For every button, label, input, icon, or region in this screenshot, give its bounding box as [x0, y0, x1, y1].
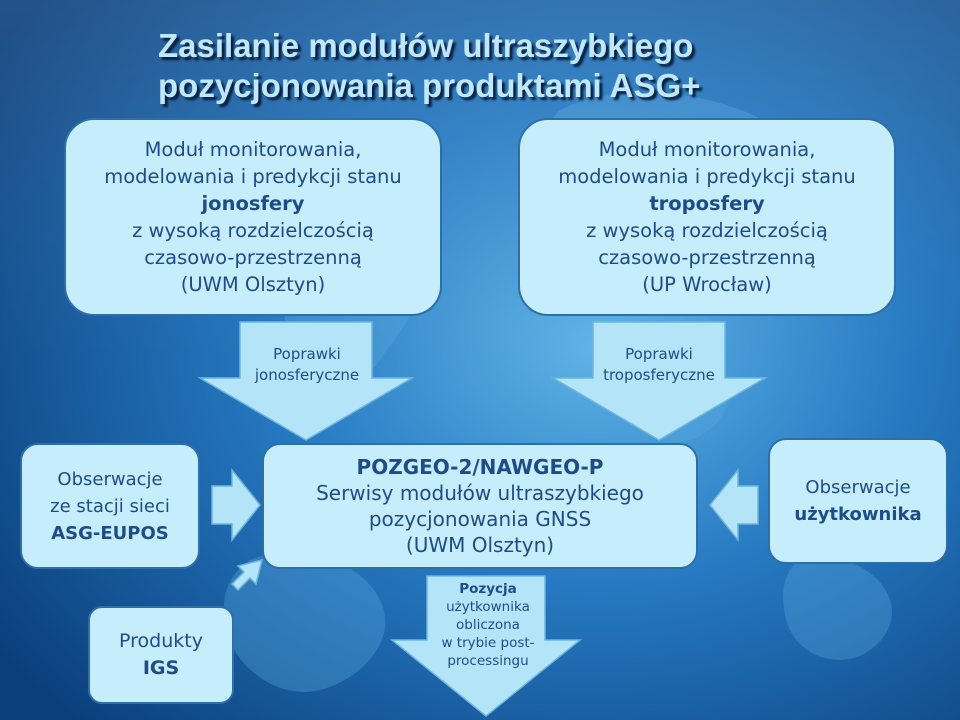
- user-observations-line-2: [794, 501, 921, 528]
- troposphere-module-line-1: Moduł monitorowania,: [598, 138, 816, 161]
- troposphere-corrections-line-2: troposferyczne: [603, 366, 715, 384]
- user-observations-line-1: Obserwacje: [805, 477, 911, 498]
- ionosphere-corrections-line-2: jonosferyczne: [254, 366, 360, 384]
- asg-eupos-keyword: ASG-EUPOS: [51, 522, 169, 544]
- troposphere-module-line-4: z wysoką rozdzielczością: [586, 219, 828, 242]
- position-keyword: Pozycja: [459, 581, 517, 597]
- user-position-line-3: obliczona: [456, 617, 520, 633]
- ionosphere-module-box: [64, 118, 442, 316]
- observations-line-2: ze stacji sieci: [50, 495, 170, 517]
- ionosphere-module-line-4: z wysoką rozdzielczością: [132, 219, 374, 242]
- title-line-2: pozycjonowania produktami ASG+: [158, 67, 701, 104]
- troposphere-module-line-2: modelowania i predykcji stanu: [558, 165, 856, 188]
- ionosphere-corrections-label: [232, 344, 382, 386]
- igs-diagonal-arrow: [232, 560, 262, 590]
- user-position-label: [428, 580, 548, 670]
- observations-right-arrow: [212, 470, 260, 540]
- igs-line-2: [143, 655, 179, 682]
- troposphere-module-line-5: czasowo-przestrzenną: [598, 246, 816, 269]
- title-line-1: Zasilanie modułów ultraszybkiego: [158, 27, 694, 64]
- ionosphere-corrections-line-1: Poprawki: [273, 345, 341, 363]
- troposphere-corrections-label: [584, 344, 734, 386]
- igs-products-box: [88, 606, 234, 704]
- user-keyword: użytkownika: [794, 504, 922, 525]
- service-box: [262, 443, 698, 569]
- ionosphere-module-line-2: modelowania i predykcji stanu: [104, 165, 402, 188]
- service-line-4: (UWM Olsztyn): [405, 533, 555, 557]
- service-line-2: Serwisy modułów ultraszybkiego: [316, 481, 644, 505]
- user-observations-box: [768, 438, 948, 564]
- ionosphere-module-line-5: czasowo-przestrzenną: [144, 246, 362, 269]
- user-left-arrow: [710, 470, 758, 540]
- igs-line-1: Produkty: [119, 630, 203, 652]
- troposphere-module-line-6: (UP Wrocław): [642, 273, 772, 296]
- service-name: POZGEO-2/NAWGEO-P: [356, 455, 604, 479]
- troposphere-keyword: troposfery: [649, 192, 765, 215]
- service-line-3: pozycjonowania GNSS: [368, 507, 592, 531]
- user-position-line-1: [428, 580, 548, 598]
- ionosphere-module-line-1: Moduł monitorowania,: [144, 138, 362, 161]
- user-position-line-4: w trybie post-: [441, 635, 535, 651]
- user-position-line-2: użytkownika: [446, 599, 530, 615]
- observations-line-3: [51, 520, 169, 547]
- asg-eupos-observations-box: [20, 443, 200, 569]
- troposphere-corrections-line-1: Poprawki: [625, 345, 693, 363]
- service-line-1: [357, 454, 604, 480]
- observations-line-1: Obserwacje: [57, 468, 163, 490]
- igs-keyword: IGS: [142, 657, 180, 679]
- ionosphere-module-line-3: [201, 190, 304, 217]
- user-position-line-5: processingu: [447, 653, 529, 669]
- ionosphere-module-line-6: (UWM Olsztyn): [180, 273, 326, 296]
- troposphere-module-line-3: [649, 190, 764, 217]
- troposphere-module-box: [518, 118, 896, 316]
- ionosphere-keyword: jonosfery: [201, 192, 305, 215]
